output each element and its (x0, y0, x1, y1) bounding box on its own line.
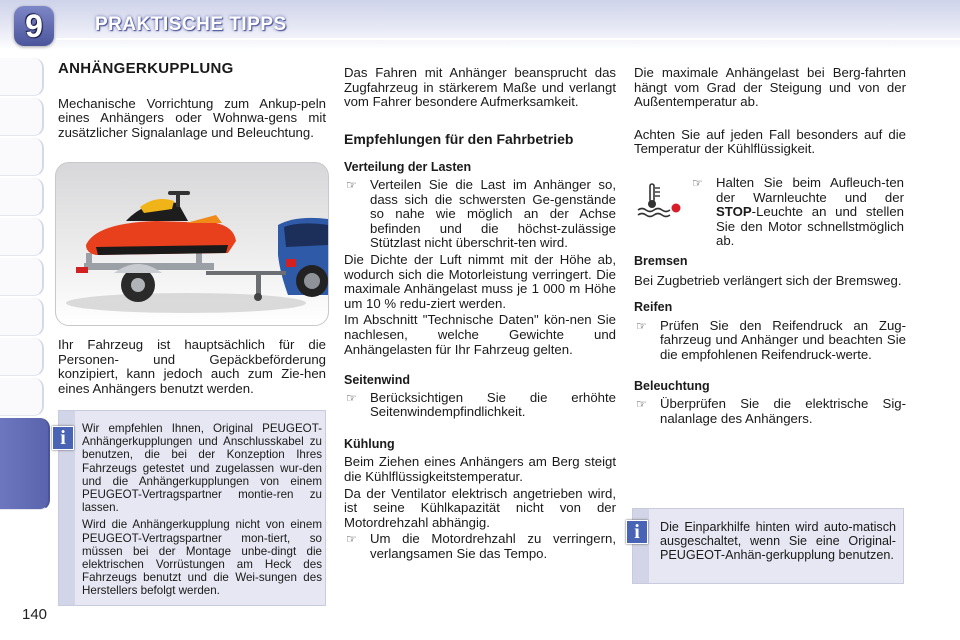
trailer-jetski-icon (56, 163, 328, 325)
bullet-text: Verteilen Sie die Last im Anhänger so, dass sich die schwersten Ge-genstände so nahe wie möglich an der Achse befinden und die höchst-zulässige Stützlast nicht überschrit-ten wird. (370, 176, 616, 251)
bullet-item (344, 391, 616, 420)
info-box-original-parts-text (82, 422, 322, 598)
bullet-item (690, 176, 904, 249)
subsection-title-seitenwind: Seitenwind (344, 373, 410, 388)
subsection-title-beleuchtung: Beleuchtung (634, 378, 710, 393)
intro-paragraph: Mechanische Vorrichtung zum Ankup-peln eines Anhängers oder Wohnwa-gens mit zusätzlicher Signalanlage und Beleuchtung. (58, 95, 326, 140)
page-number: 140 (22, 606, 48, 623)
info-icon: i (52, 426, 74, 450)
chapter-tab[interactable] (0, 258, 44, 296)
pointing-hand-icon: ☞ (346, 390, 357, 405)
bullet-item (634, 319, 906, 363)
bullet-item (344, 178, 616, 251)
coolant-temperature-warning-icon (636, 180, 682, 220)
column-left (58, 62, 326, 140)
trailer-jetski-illustration (55, 162, 329, 326)
warning-text-pre: Halten Sie beim Aufleuch-ten der Warnleuchte und der (716, 175, 904, 205)
coolant-temp-paragraph: Achten Sie auf jeden Fall besonders auf die Temperatur der Kühlflüssigkeit. (634, 126, 906, 157)
bullet-text: Prüfen Sie den Reifendruck an Zug-fahrzeug und Anhänger und beachten Sie die empfohlenen Reifendruck-werte. (660, 317, 906, 362)
header-divider (56, 38, 960, 40)
chapter-tab[interactable] (0, 378, 44, 416)
warning-block (690, 176, 904, 249)
warning-text-post: -Leuchte an und stellen Sie den Motor schnellstmöglich ab. (716, 204, 904, 249)
column-right (634, 66, 906, 157)
air-density-paragraph: Die Dichte der Luft nimmt mit der Höhe ab, wodurch sich die Motorleistung verringert. Die maximale Anhängelast muss je 1 000 m Höhe um 10 % redu-ziert werden. (344, 251, 616, 311)
brakes-paragraph: Bei Zugbetrieb verlängert sich der Bremsweg. (634, 272, 902, 288)
pointing-hand-icon: ☞ (636, 397, 647, 412)
pointing-hand-icon: ☞ (636, 318, 647, 333)
bullet-text (716, 176, 904, 249)
info-paragraph: Wird die Anhängerkupplung nicht von einem PEUGEOT-Vertragspartner mon-tiert, so müssen bei der Montage unbe-dingt die elektrischen Vorrüstungen am Heck des Fahrzeugs benutzt und die Wei-sungen des Herstellers befolgt werden. (82, 518, 322, 598)
bullet-text: Um die Motordrehzahl zu verringern, verlangsamen Sie das Tempo. (370, 531, 616, 562)
chapter-tab[interactable] (0, 98, 44, 136)
subsection-title-kuehlung: Kühlung (344, 436, 395, 451)
usage-paragraph: Ihr Fahrzeug ist hauptsächlich für die Personen- und Gepäckbeförderung konzipiert, kann jedoch auch zum Zie-hen eines Anhängers benutzt werden. (58, 337, 326, 396)
cooling-paragraph: Beim Ziehen eines Anhängers am Berg steigt die Kühlflüssigkeitstemperatur. (344, 454, 616, 485)
bullet-text: Berücksichtigen Sie die erhöhte Seitenwindempfindlichkeit. (370, 389, 616, 420)
column-middle (344, 66, 616, 562)
section-title-anhaengerkupplung: ANHÄNGERKUPPLUNG (58, 60, 234, 77)
column-left-lower (58, 338, 326, 396)
bullet-text: Überprüfen Sie die elektrische Sig-nalanlage des Anhängers. (660, 396, 906, 426)
subsection-title-lasten: Verteilung der Lasten (344, 160, 472, 175)
gradient-paragraph: Die maximale Anhängelast bei Berg-fahrten hängt vom Grad der Steigung und von der Außentemperatur ab. (634, 65, 906, 110)
pointing-hand-icon: ☞ (692, 176, 703, 190)
chapter-tab[interactable] (0, 178, 44, 216)
chapter-number: 9 (25, 7, 43, 44)
page-title: PRAKTISCHE TIPPS (95, 14, 287, 35)
chapter-tab[interactable] (0, 298, 44, 336)
subsection-title-bremsen: Bremsen (634, 254, 688, 268)
pointing-hand-icon: ☞ (346, 532, 357, 547)
chapter-tab-active[interactable] (0, 418, 50, 510)
cooling-paragraph: Da der Ventilator elektrisch angetrieben wird, ist seine Kühlkapazität nicht von der Motordrehzahl abhängig. (344, 485, 616, 530)
technical-data-paragraph: Im Abschnitt "Technische Daten" kön-nen Sie nachlesen, welche Gewichte und Anhängelasten für Ihr Fahrzeug gelten. (344, 312, 616, 357)
bullet-item (634, 397, 906, 426)
chapter-tab[interactable] (0, 138, 44, 176)
chapter-tab[interactable] (0, 58, 44, 96)
subsection-title-reifen: Reifen (634, 300, 673, 315)
info-paragraph: Die Einparkhilfe hinten wird auto-matisch ausgeschaltet, wenn Sie eine Original-PEUGEOT-Anhän-gerkupplung benutzen. (660, 520, 896, 563)
bullet-item (344, 532, 616, 561)
info-icon: i (626, 520, 648, 544)
intro-paragraph: Das Fahren mit Anhänger beansprucht das Zugfahrzeug in stärkerem Maße und verlangt vom Fahrer besondere Aufmerksamkeit. (344, 65, 616, 110)
section-title-empfehlungen: Empfehlungen für den Fahrbetrieb (344, 130, 574, 147)
chapter-tab[interactable] (0, 218, 44, 256)
chapter-tab-strip (0, 58, 48, 512)
chapter-badge[interactable] (14, 6, 54, 46)
info-paragraph: Wir empfehlen Ihnen, Original PEUGEOT-Anhängerkupplungen und Anschlusskabel zu benutzen, die bei der Konzeption Ihres Fahrzeugs getestet und zugelassen wur-den und die Anhängerkupplungen von einem PEUGEOT-Vertragspartner montie-ren zu lassen. (82, 422, 322, 515)
column-right-lower (634, 254, 906, 426)
info-box-parking-aid-text (660, 520, 896, 563)
stop-label: STOP (716, 204, 752, 220)
chapter-tab[interactable] (0, 338, 44, 376)
pointing-hand-icon: ☞ (346, 177, 357, 192)
